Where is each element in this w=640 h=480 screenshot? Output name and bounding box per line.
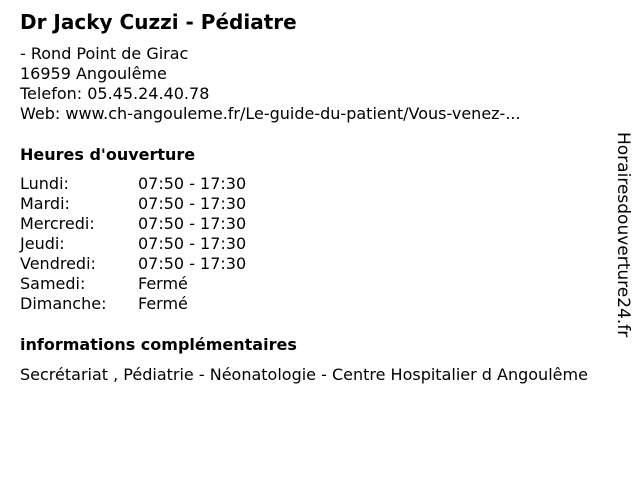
website-link[interactable]: Web: www.ch-angouleme.fr/Le-guide-du-patient/Vous-venez-... xyxy=(20,104,521,123)
time-value: 07:50 - 17:30 xyxy=(138,194,247,213)
street-address: - Rond Point de Girac xyxy=(20,44,189,63)
phone-number[interactable]: Telefon: 05.45.24.40.78 xyxy=(20,84,210,103)
day-label: Mercredi: xyxy=(20,214,95,233)
page-title: Dr Jacky Cuzzi - Pédiatre xyxy=(20,10,297,34)
day-label: Lundi: xyxy=(20,174,69,193)
time-value: 07:50 - 17:30 xyxy=(138,254,247,273)
hours-table xyxy=(20,174,246,314)
day-label: Jeudi: xyxy=(20,234,65,253)
site-watermark: Horairesdouverture24.fr xyxy=(613,132,633,338)
hours-row-thursday xyxy=(20,234,246,254)
time-value: Fermé xyxy=(138,294,188,313)
info-text: Secrétariat , Pédiatrie - Néonatologie - Centre Hospitalier d Angoulême xyxy=(20,365,588,384)
time-value: 07:50 - 17:30 xyxy=(138,174,247,193)
city-address: 16959 Angoulême xyxy=(20,64,167,83)
day-label: Mardi: xyxy=(20,194,70,213)
hours-row-wednesday xyxy=(20,214,246,234)
day-label: Samedi: xyxy=(20,274,86,293)
day-label: Vendredi: xyxy=(20,254,96,273)
time-value: Fermé xyxy=(138,274,188,293)
info-heading: informations complémentaires xyxy=(20,335,297,354)
hours-row-saturday xyxy=(20,274,246,294)
hours-row-friday xyxy=(20,254,246,274)
address-block xyxy=(20,44,521,124)
hours-heading: Heures d'ouverture xyxy=(20,145,196,164)
time-value: 07:50 - 17:30 xyxy=(138,234,247,253)
hours-row-tuesday xyxy=(20,194,246,214)
hours-row-monday xyxy=(20,174,246,194)
time-value: 07:50 - 17:30 xyxy=(138,214,247,233)
hours-row-sunday xyxy=(20,294,246,314)
day-label: Dimanche: xyxy=(20,294,107,313)
